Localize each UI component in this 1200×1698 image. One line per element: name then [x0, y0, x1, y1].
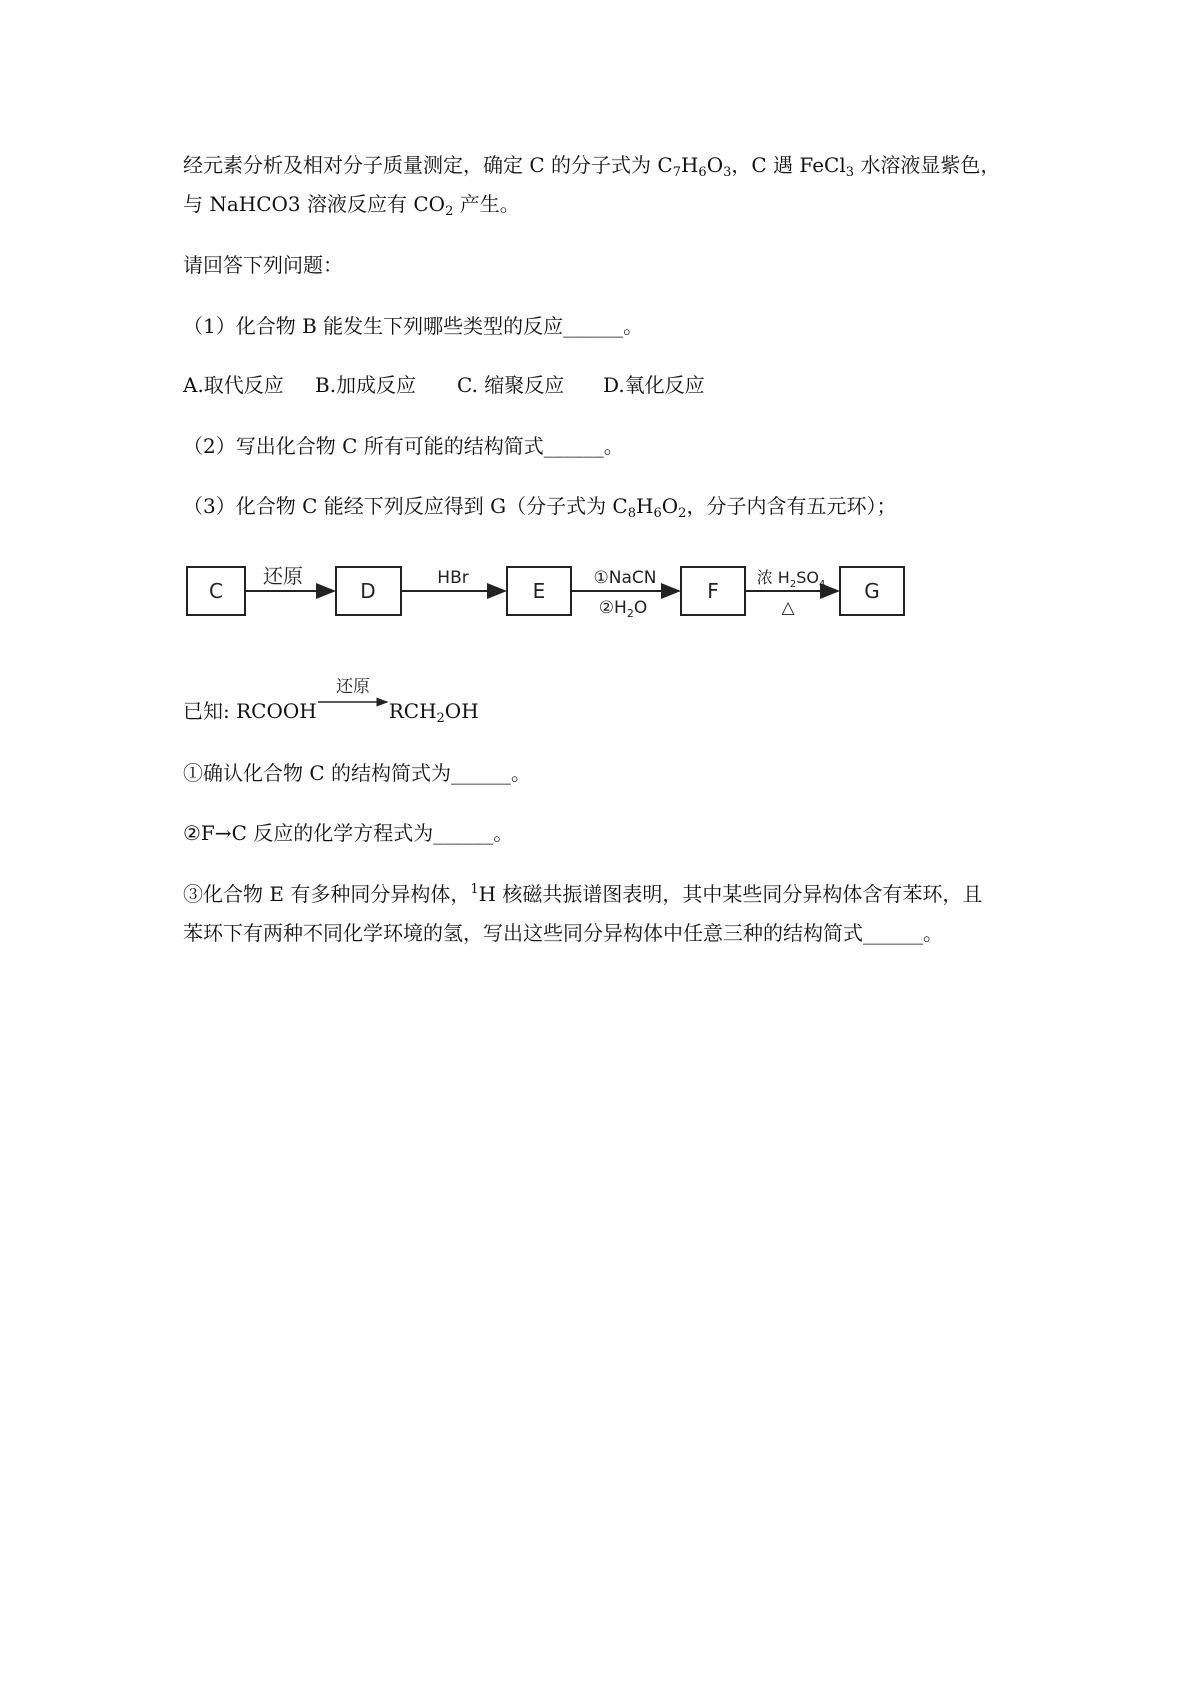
flow-arrow-3-top-label: ①NaCN [593, 568, 657, 588]
flow-node-d-label: D [360, 579, 376, 603]
intro-text: ，C 遇 FeCl [731, 153, 846, 177]
subscript: 2 [436, 711, 445, 726]
question-3-text: （3）化合物 C 能经下列反应得到 G（分子式为 C [183, 494, 628, 518]
option-c: C. 缩聚反应 [457, 373, 565, 397]
flow-node-f-label: F [707, 579, 719, 603]
subscript: 3 [723, 165, 732, 180]
intro-line-1 [183, 151, 1000, 179]
subscript: 7 [672, 165, 681, 180]
question-1: （1）化合物 B 能发生下列哪些类型的反应______。 [183, 314, 644, 338]
intro-line-2 [183, 190, 520, 218]
subscript: 6 [698, 165, 707, 180]
intro-text: 与 NaHCO3 溶液反应有 CO [183, 192, 446, 216]
intro-text: H [680, 153, 699, 177]
question-3-text: O [661, 494, 679, 518]
question-3-text: ，分子内含有五元环）； [686, 494, 897, 518]
sub-question-3-line-1 [183, 880, 982, 908]
known-product: RCH [388, 699, 437, 723]
question-1-options [183, 371, 705, 399]
flow-node-g-label: G [864, 579, 880, 603]
intro-text: O [706, 153, 724, 177]
known-product: OH [444, 699, 479, 723]
subscript: 3 [845, 165, 855, 180]
option-b: B.加成反应 [315, 373, 417, 397]
sub-question-3-text: ③化合物 E 有多种同分异构体， [183, 882, 471, 906]
intro-text: 产生。 [453, 192, 520, 216]
known-reaction [183, 677, 479, 726]
sub-question-3-text: H 核磁共振谱图表明，其中某些同分异构体含有苯环，且 [478, 882, 983, 906]
known-arrow-label: 还原 [335, 677, 370, 697]
flow-node-e-label: E [532, 579, 546, 603]
flow-arrow-4-bottom-label: △ [781, 598, 795, 618]
subscript: 2 [445, 204, 454, 219]
question-3-text: H [636, 494, 654, 518]
question-2: （2）写出化合物 C 所有可能的结构简式______。 [183, 434, 624, 458]
flow-arrow-3-bottom-label: $②H_2O$ [598, 598, 648, 620]
intro-text: 经元素分析及相对分子质量测定，确定 C 的分子式为 C [183, 153, 673, 177]
question-3 [183, 492, 896, 520]
option-a: A.取代反应 [183, 373, 284, 397]
sub-question-2: ②F→C 反应的化学方程式为______。 [183, 821, 514, 845]
superscript: 1 [470, 882, 479, 897]
flow-arrow-1-label: 还原 [263, 564, 303, 588]
flow-node-c-label: C [209, 579, 223, 603]
intro-text: 水溶液显紫色， [854, 153, 1001, 177]
flow-arrow-2-label: HBr [437, 568, 469, 588]
subscript: 8 [627, 506, 637, 521]
known-arrow [317, 677, 389, 725]
prompt-line: 请回答下列问题： [183, 253, 343, 277]
reaction-flow-diagram [183, 561, 913, 621]
known-reactant: 已知: RCOOH [183, 699, 317, 723]
sub-question-3-line-2: 苯环下有两种不同化学环境的氢，写出这些同分异构体中任意三种的结构简式______。 [183, 921, 943, 945]
flow-arrow-4-top-label: 浓 $H_2SO_4$ [756, 568, 826, 590]
subscript: 6 [653, 506, 662, 521]
option-d: D.氧化反应 [603, 373, 705, 397]
sub-question-1: ①确认化合物 C 的结构简式为______。 [183, 761, 532, 785]
subscript: 2 [678, 506, 687, 521]
